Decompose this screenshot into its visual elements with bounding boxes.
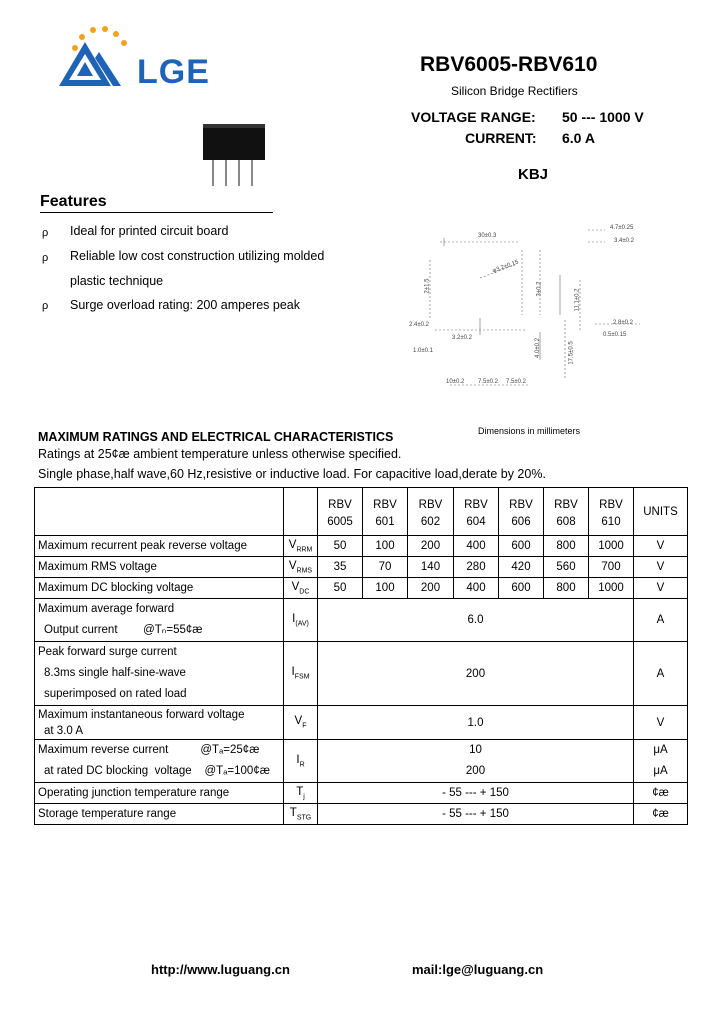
features-title: Features bbox=[40, 193, 107, 210]
page-subtitle: Silicon Bridge Rectifiers bbox=[451, 84, 578, 98]
page-title: RBV6005-RBV610 bbox=[420, 53, 598, 76]
bullet-icon: ρ bbox=[42, 252, 49, 264]
ratings-note: Single phase,half wave,60 Hz,resistive or inductive load. For capacitive load,derate by 20%. bbox=[38, 467, 546, 481]
ratings-note: Ratings at 25¢æ ambient temperature unless otherwise specified. bbox=[38, 447, 402, 461]
dimensions-note: Dimensions in millimeters bbox=[478, 426, 581, 436]
dim-label: 2.8±0.2 bbox=[613, 320, 633, 326]
type-header: RBV 6005 bbox=[318, 488, 363, 536]
type-header: RBV 601 bbox=[363, 488, 408, 536]
dim-label: 3.2±0.2 bbox=[452, 335, 472, 341]
dim-label: 10±0.2 bbox=[446, 379, 465, 385]
voltage-value: 50 --- 1000 V bbox=[562, 109, 644, 125]
table-row: Storage temperature range $T_{STG}$ - 55 --- + 150 ¢æ bbox=[35, 804, 688, 825]
table-row: Operating junction temperature range $T_j$ - 55 --- + 150 ¢æ bbox=[35, 783, 688, 804]
dim-label: 1.0±0.1 bbox=[413, 348, 433, 354]
voltage-label: VOLTAGE RANGE: bbox=[411, 109, 536, 125]
bullet-icon: ρ bbox=[42, 300, 49, 312]
current-label: CURRENT: bbox=[465, 130, 537, 146]
dimension-drawing bbox=[400, 220, 670, 390]
feature-item: plastic technique bbox=[70, 274, 164, 288]
type-header: RBV 602 bbox=[408, 488, 454, 536]
dim-label: 7.5±0.2 bbox=[506, 379, 526, 385]
dim-label: 2.4±0.2 bbox=[409, 322, 429, 328]
dim-label: 4.0±0.2 bbox=[534, 338, 541, 358]
table-row: Maximum recurrent peak reverse voltage $V_{RRM}$ 50 100 200 400 600 800 1000 V bbox=[35, 536, 688, 557]
bridge-rectifier-image bbox=[200, 122, 270, 190]
dim-label: φ3.2±0.15 bbox=[491, 259, 520, 275]
table-row: Maximum RMS voltage $V_{RMS}$ 35 70 140 280 420 560 700 V bbox=[35, 557, 688, 578]
feature-item: Surge overload rating: 200 amperes peak bbox=[70, 298, 301, 312]
dim-label: 7.5±0.2 bbox=[478, 379, 498, 385]
feature-item: Reliable low cost construction utilizing molded bbox=[70, 249, 325, 263]
table-row: Peak forward surge current 8.3ms single half-sine-wave superimposed on rated load $I_{FSM}$ 200 A bbox=[35, 642, 688, 706]
bullet-icon: ρ bbox=[42, 227, 49, 239]
feature-item: Ideal for printed circuit board bbox=[70, 224, 229, 238]
dim-label: 3±0.2 bbox=[536, 281, 543, 297]
type-header: RBV 606 bbox=[499, 488, 544, 536]
footer-mail-link[interactable]: mail:lge@luguang.cn bbox=[412, 962, 544, 977]
package-name: KBJ bbox=[518, 166, 549, 183]
type-header: RBV 610 bbox=[589, 488, 634, 536]
lge-logo-icon bbox=[55, 22, 135, 94]
table-row: Maximum instantaneous forward voltage at 3.0 A $V_F$ 1.0 V bbox=[35, 706, 688, 740]
dim-label: 30±0.3 bbox=[478, 233, 497, 239]
features-underline bbox=[40, 212, 273, 213]
logo-text: LGE bbox=[137, 53, 210, 91]
characteristics-table bbox=[34, 487, 688, 825]
table-header-row bbox=[35, 488, 688, 536]
units-header: UNITS bbox=[634, 488, 688, 536]
dim-label: 4.7±0.25 bbox=[610, 225, 634, 231]
type-header: RBV 608 bbox=[544, 488, 589, 536]
dim-label: 17.5±0.5 bbox=[568, 341, 575, 365]
dim-label: 11.1±0.2 bbox=[574, 288, 581, 312]
ratings-title: MAXIMUM RATINGS AND ELECTRICAL CHARACTERISTICS bbox=[38, 430, 394, 444]
footer-url-link[interactable]: http://www.luguang.cn bbox=[151, 962, 290, 977]
current-value: 6.0 A bbox=[562, 130, 595, 146]
table-row: Maximum average forward Output current @Tₙ=55¢æ $I_{(AV)}$ 6.0 A bbox=[35, 599, 688, 642]
dim-label: 3.4±0.2 bbox=[614, 238, 634, 244]
type-header: RBV 604 bbox=[454, 488, 499, 536]
table-row: Maximum reverse current @Tₐ=25¢æ at rated DC blocking voltage @Tₐ=100¢æ $I_R$ 10 200 μA μA bbox=[35, 740, 688, 783]
dim-label: 2±1.5 bbox=[424, 278, 431, 294]
dim-label: 0.5±0.15 bbox=[603, 332, 627, 338]
table-row: Maximum DC blocking voltage $V_{DC}$ 50 100 200 400 600 800 1000 V bbox=[35, 578, 688, 599]
